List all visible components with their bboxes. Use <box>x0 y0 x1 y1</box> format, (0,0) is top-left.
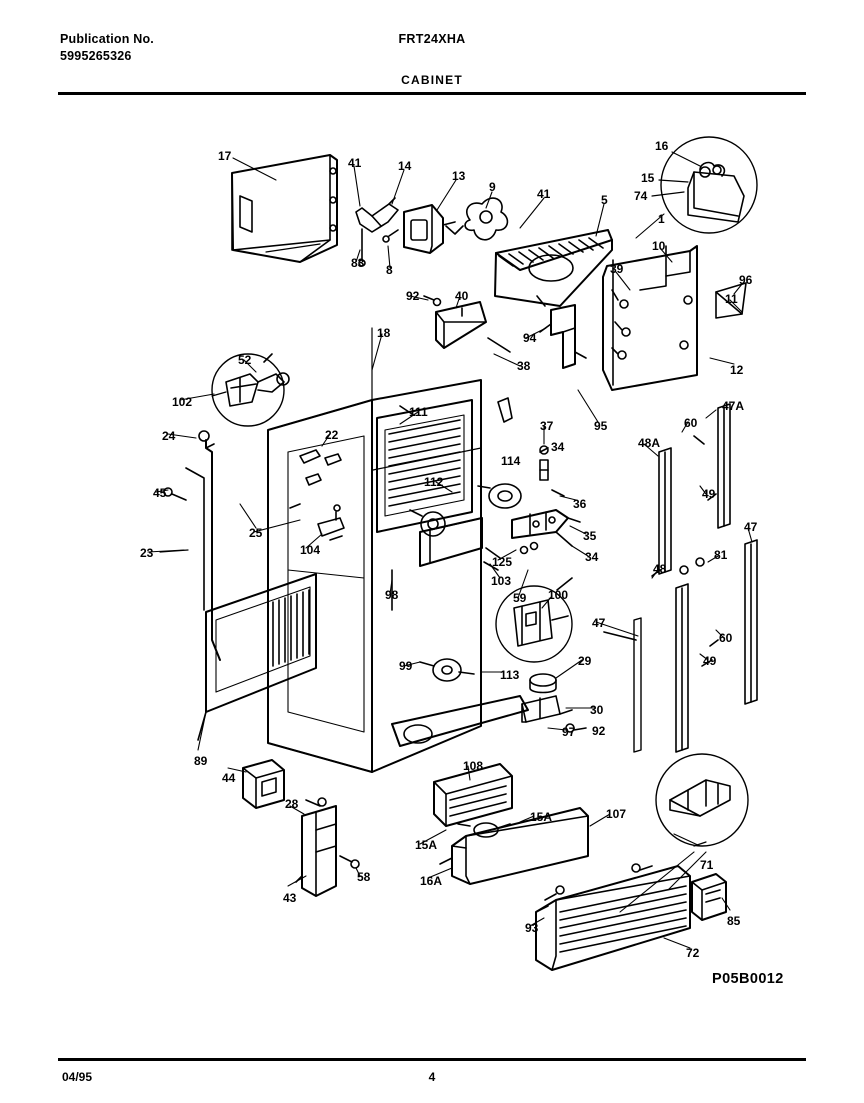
callout-number: 107 <box>606 807 627 821</box>
callout-number: 59 <box>513 591 527 605</box>
cabinet-exploded-diagram <box>0 100 864 1000</box>
callout-number: 1 <box>658 212 665 226</box>
callout-number: 103 <box>491 574 512 588</box>
callout-number: 40 <box>455 289 469 303</box>
callout-number: 34 <box>551 440 565 454</box>
callout-number: 30 <box>590 703 604 717</box>
callout-number: 60 <box>719 631 733 645</box>
callout-number: 15 <box>641 171 655 185</box>
callout-number: 113 <box>500 668 520 682</box>
callout-number: 25 <box>249 526 263 540</box>
callout-number: 34 <box>585 550 599 564</box>
callout-number: 81 <box>714 548 728 562</box>
callout-number: 18 <box>377 326 391 340</box>
callout-number: 36 <box>573 497 587 511</box>
header-divider <box>58 92 806 95</box>
callout-number: 92 <box>406 289 420 303</box>
callout-number: 99 <box>399 659 413 673</box>
callout-number: 49 <box>702 487 716 501</box>
callout-number: 12 <box>730 363 744 377</box>
callout-number: 89 <box>194 754 208 768</box>
callout-number: 95 <box>594 419 608 433</box>
callout-number: 74 <box>634 189 648 203</box>
callout-number: 60 <box>684 416 698 430</box>
callout-number: 29 <box>578 654 592 668</box>
callout-number: 16A <box>420 874 443 888</box>
callout-number: 17 <box>218 149 232 163</box>
callout-number: 16 <box>655 139 669 153</box>
callout-number: 28 <box>285 797 299 811</box>
callout-number: 43 <box>283 891 297 905</box>
callout-number: 98 <box>385 588 399 602</box>
footer-divider <box>58 1058 806 1061</box>
callout-number: 41 <box>537 187 551 201</box>
callout-number: 83 <box>351 256 365 270</box>
footer-page-number: 4 <box>428 1070 436 1084</box>
callout-number: 114 <box>501 454 521 468</box>
callout-number: 44 <box>222 771 236 785</box>
callout-number: 8 <box>386 263 393 277</box>
callout-number: 102 <box>172 395 193 409</box>
callout-number: 24 <box>162 429 176 443</box>
model-number: FRT24XHA <box>398 32 466 46</box>
callout-number: 15A <box>415 838 438 852</box>
callout-number: 9 <box>489 180 496 194</box>
callout-number: 45 <box>153 486 167 500</box>
callout-number: 85 <box>727 914 741 928</box>
callout-number: 96 <box>739 273 753 287</box>
callout-number: 47 <box>744 520 758 534</box>
callout-number: 92 <box>592 724 606 738</box>
callout-number: 39 <box>610 262 624 276</box>
callout-number: 37 <box>540 419 554 433</box>
publication-number: 5995265326 <box>60 49 132 63</box>
footer-date: 04/95 <box>62 1070 93 1084</box>
drawing-code: P05B0012 <box>712 971 784 987</box>
callout-number: 100 <box>548 588 569 602</box>
callout-number: 13 <box>452 169 466 183</box>
callout-number: 108 <box>463 759 484 773</box>
callout-number: 71 <box>700 858 714 872</box>
section-title: CABINET <box>401 73 463 87</box>
callout-number: 11 <box>725 292 738 306</box>
callout-number: 15A <box>530 810 553 824</box>
callout-number: 14 <box>398 159 412 173</box>
callout-number: 48A <box>638 436 661 450</box>
callout-number: 49 <box>703 654 717 668</box>
callout-number: 23 <box>140 546 154 560</box>
callout-number: 111 <box>409 405 428 419</box>
callout-number: 47 <box>592 616 606 630</box>
callout-number: 35 <box>583 529 597 543</box>
callout-number: 38 <box>517 359 531 373</box>
callout-number: 41 <box>348 156 362 170</box>
callout-number: 10 <box>652 239 666 253</box>
callout-number: 47A <box>722 399 745 413</box>
callout-number: 52 <box>238 353 252 367</box>
callout-number: 94 <box>523 331 537 345</box>
callout-number: 125 <box>492 555 513 569</box>
publication-label: Publication No. <box>60 32 154 46</box>
callout-number: 112 <box>424 475 444 489</box>
callout-number: 58 <box>357 870 371 884</box>
callout-number: 22 <box>325 428 339 442</box>
callout-number: 5 <box>601 193 608 207</box>
callout-number: 97 <box>562 725 576 739</box>
callout-number: 72 <box>686 946 700 960</box>
callout-number: 48 <box>653 562 667 576</box>
callout-number: 93 <box>525 921 539 935</box>
callout-number: 104 <box>300 543 321 557</box>
